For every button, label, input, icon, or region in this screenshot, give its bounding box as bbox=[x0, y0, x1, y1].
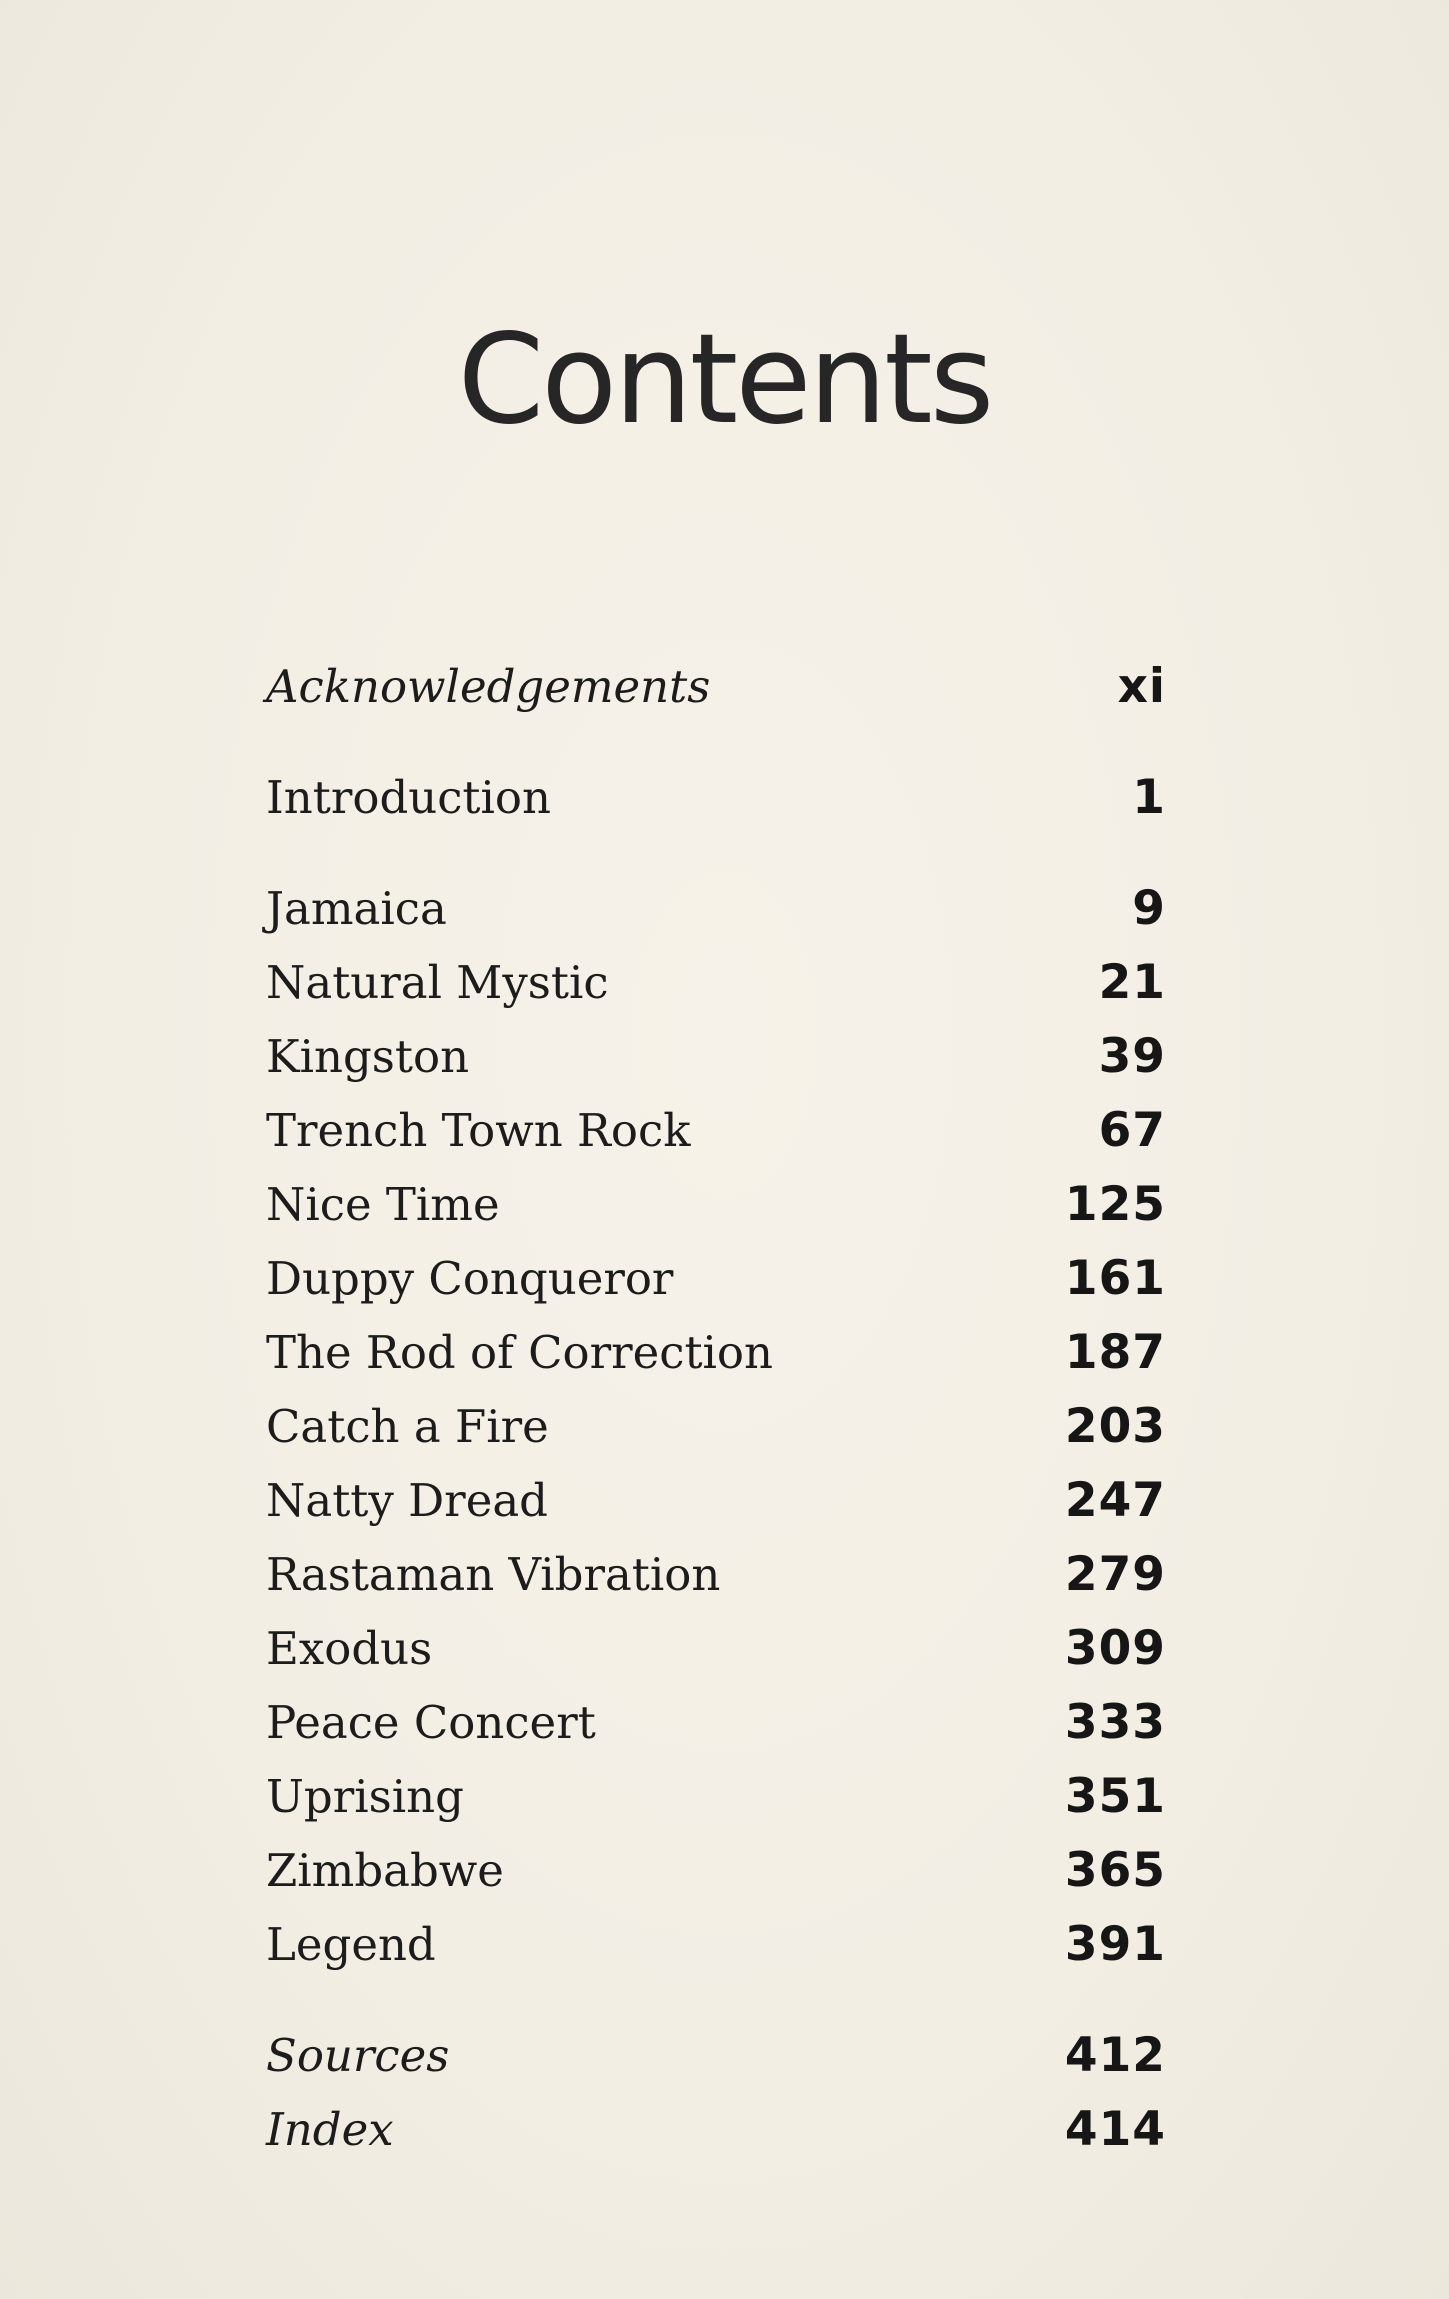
toc-entry-nice-time bbox=[266, 1168, 1166, 1242]
toc-entry-rod-of-correction bbox=[266, 1316, 1166, 1390]
toc-entry-title: Rastaman Vibration bbox=[266, 1548, 721, 1601]
toc-entry-page: 39 bbox=[1098, 1029, 1166, 1084]
toc-entry-page: 161 bbox=[1064, 1251, 1166, 1306]
toc-entry-title: Kingston bbox=[266, 1030, 470, 1083]
table-of-contents bbox=[266, 650, 1166, 2167]
toc-entry-title: Jamaica bbox=[266, 882, 447, 935]
toc-entry-jamaica bbox=[266, 872, 1166, 946]
toc-entry-trench-town-rock bbox=[266, 1094, 1166, 1168]
toc-entry-natty-dread bbox=[266, 1464, 1166, 1538]
toc-entry-page: 67 bbox=[1098, 1103, 1166, 1158]
page-title: Contents bbox=[457, 308, 992, 452]
toc-entry-page: 247 bbox=[1064, 1473, 1166, 1528]
toc-entry-catch-a-fire bbox=[266, 1390, 1166, 1464]
toc-entry-title: Peace Concert bbox=[266, 1696, 596, 1749]
toc-entry-page: 125 bbox=[1064, 1177, 1166, 1232]
toc-entry-title: Sources bbox=[266, 2029, 450, 2082]
toc-entry-rastaman-vibration bbox=[266, 1538, 1166, 1612]
toc-entry-duppy-conqueror bbox=[266, 1242, 1166, 1316]
toc-entry-title: The Rod of Correction bbox=[266, 1326, 773, 1379]
toc-entry-sources bbox=[266, 2019, 1166, 2093]
toc-entry-title: Trench Town Rock bbox=[266, 1104, 691, 1157]
toc-entry-page: 187 bbox=[1064, 1325, 1166, 1380]
toc-entry-title: Exodus bbox=[266, 1622, 433, 1675]
toc-entry-title: Natural Mystic bbox=[266, 956, 609, 1009]
toc-entry-natural-mystic bbox=[266, 946, 1166, 1020]
toc-entry-index bbox=[266, 2093, 1166, 2167]
toc-entry-page: 391 bbox=[1064, 1917, 1166, 1972]
toc-entry-title: Index bbox=[266, 2103, 394, 2156]
toc-entry-uprising bbox=[266, 1760, 1166, 1834]
toc-entry-page: 365 bbox=[1064, 1843, 1166, 1898]
toc-entry-page: 279 bbox=[1064, 1547, 1166, 1602]
toc-entry-title: Catch a Fire bbox=[266, 1400, 549, 1453]
toc-entry-page: 1 bbox=[1132, 770, 1166, 825]
toc-entry-exodus bbox=[266, 1612, 1166, 1686]
toc-entry-introduction bbox=[266, 761, 1166, 835]
toc-entry-page: 203 bbox=[1064, 1399, 1166, 1454]
toc-entry-title: Duppy Conqueror bbox=[266, 1252, 674, 1305]
toc-entry-page: 351 bbox=[1064, 1769, 1166, 1824]
toc-entry-page: 412 bbox=[1064, 2028, 1166, 2083]
toc-entry-title: Natty Dread bbox=[266, 1474, 548, 1527]
toc-entry-zimbabwe bbox=[266, 1834, 1166, 1908]
toc-entry-title: Legend bbox=[266, 1918, 436, 1971]
toc-entry-title: Nice Time bbox=[266, 1178, 500, 1231]
toc-entry-page: 9 bbox=[1132, 881, 1166, 936]
toc-entry-title: Introduction bbox=[266, 771, 551, 824]
toc-entry-page: xi bbox=[1117, 659, 1166, 714]
toc-entry-legend bbox=[266, 1908, 1166, 1982]
toc-entry-title: Acknowledgements bbox=[266, 660, 711, 713]
toc-entry-title: Zimbabwe bbox=[266, 1844, 504, 1897]
toc-entry-page: 21 bbox=[1098, 955, 1166, 1010]
toc-entry-page: 414 bbox=[1064, 2102, 1166, 2157]
toc-entry-page: 309 bbox=[1064, 1621, 1166, 1676]
toc-entry-acknowledgements bbox=[266, 650, 1166, 724]
toc-entry-kingston bbox=[266, 1020, 1166, 1094]
toc-entry-title: Uprising bbox=[266, 1770, 464, 1823]
toc-entry-peace-concert bbox=[266, 1686, 1166, 1760]
toc-entry-page: 333 bbox=[1064, 1695, 1166, 1750]
